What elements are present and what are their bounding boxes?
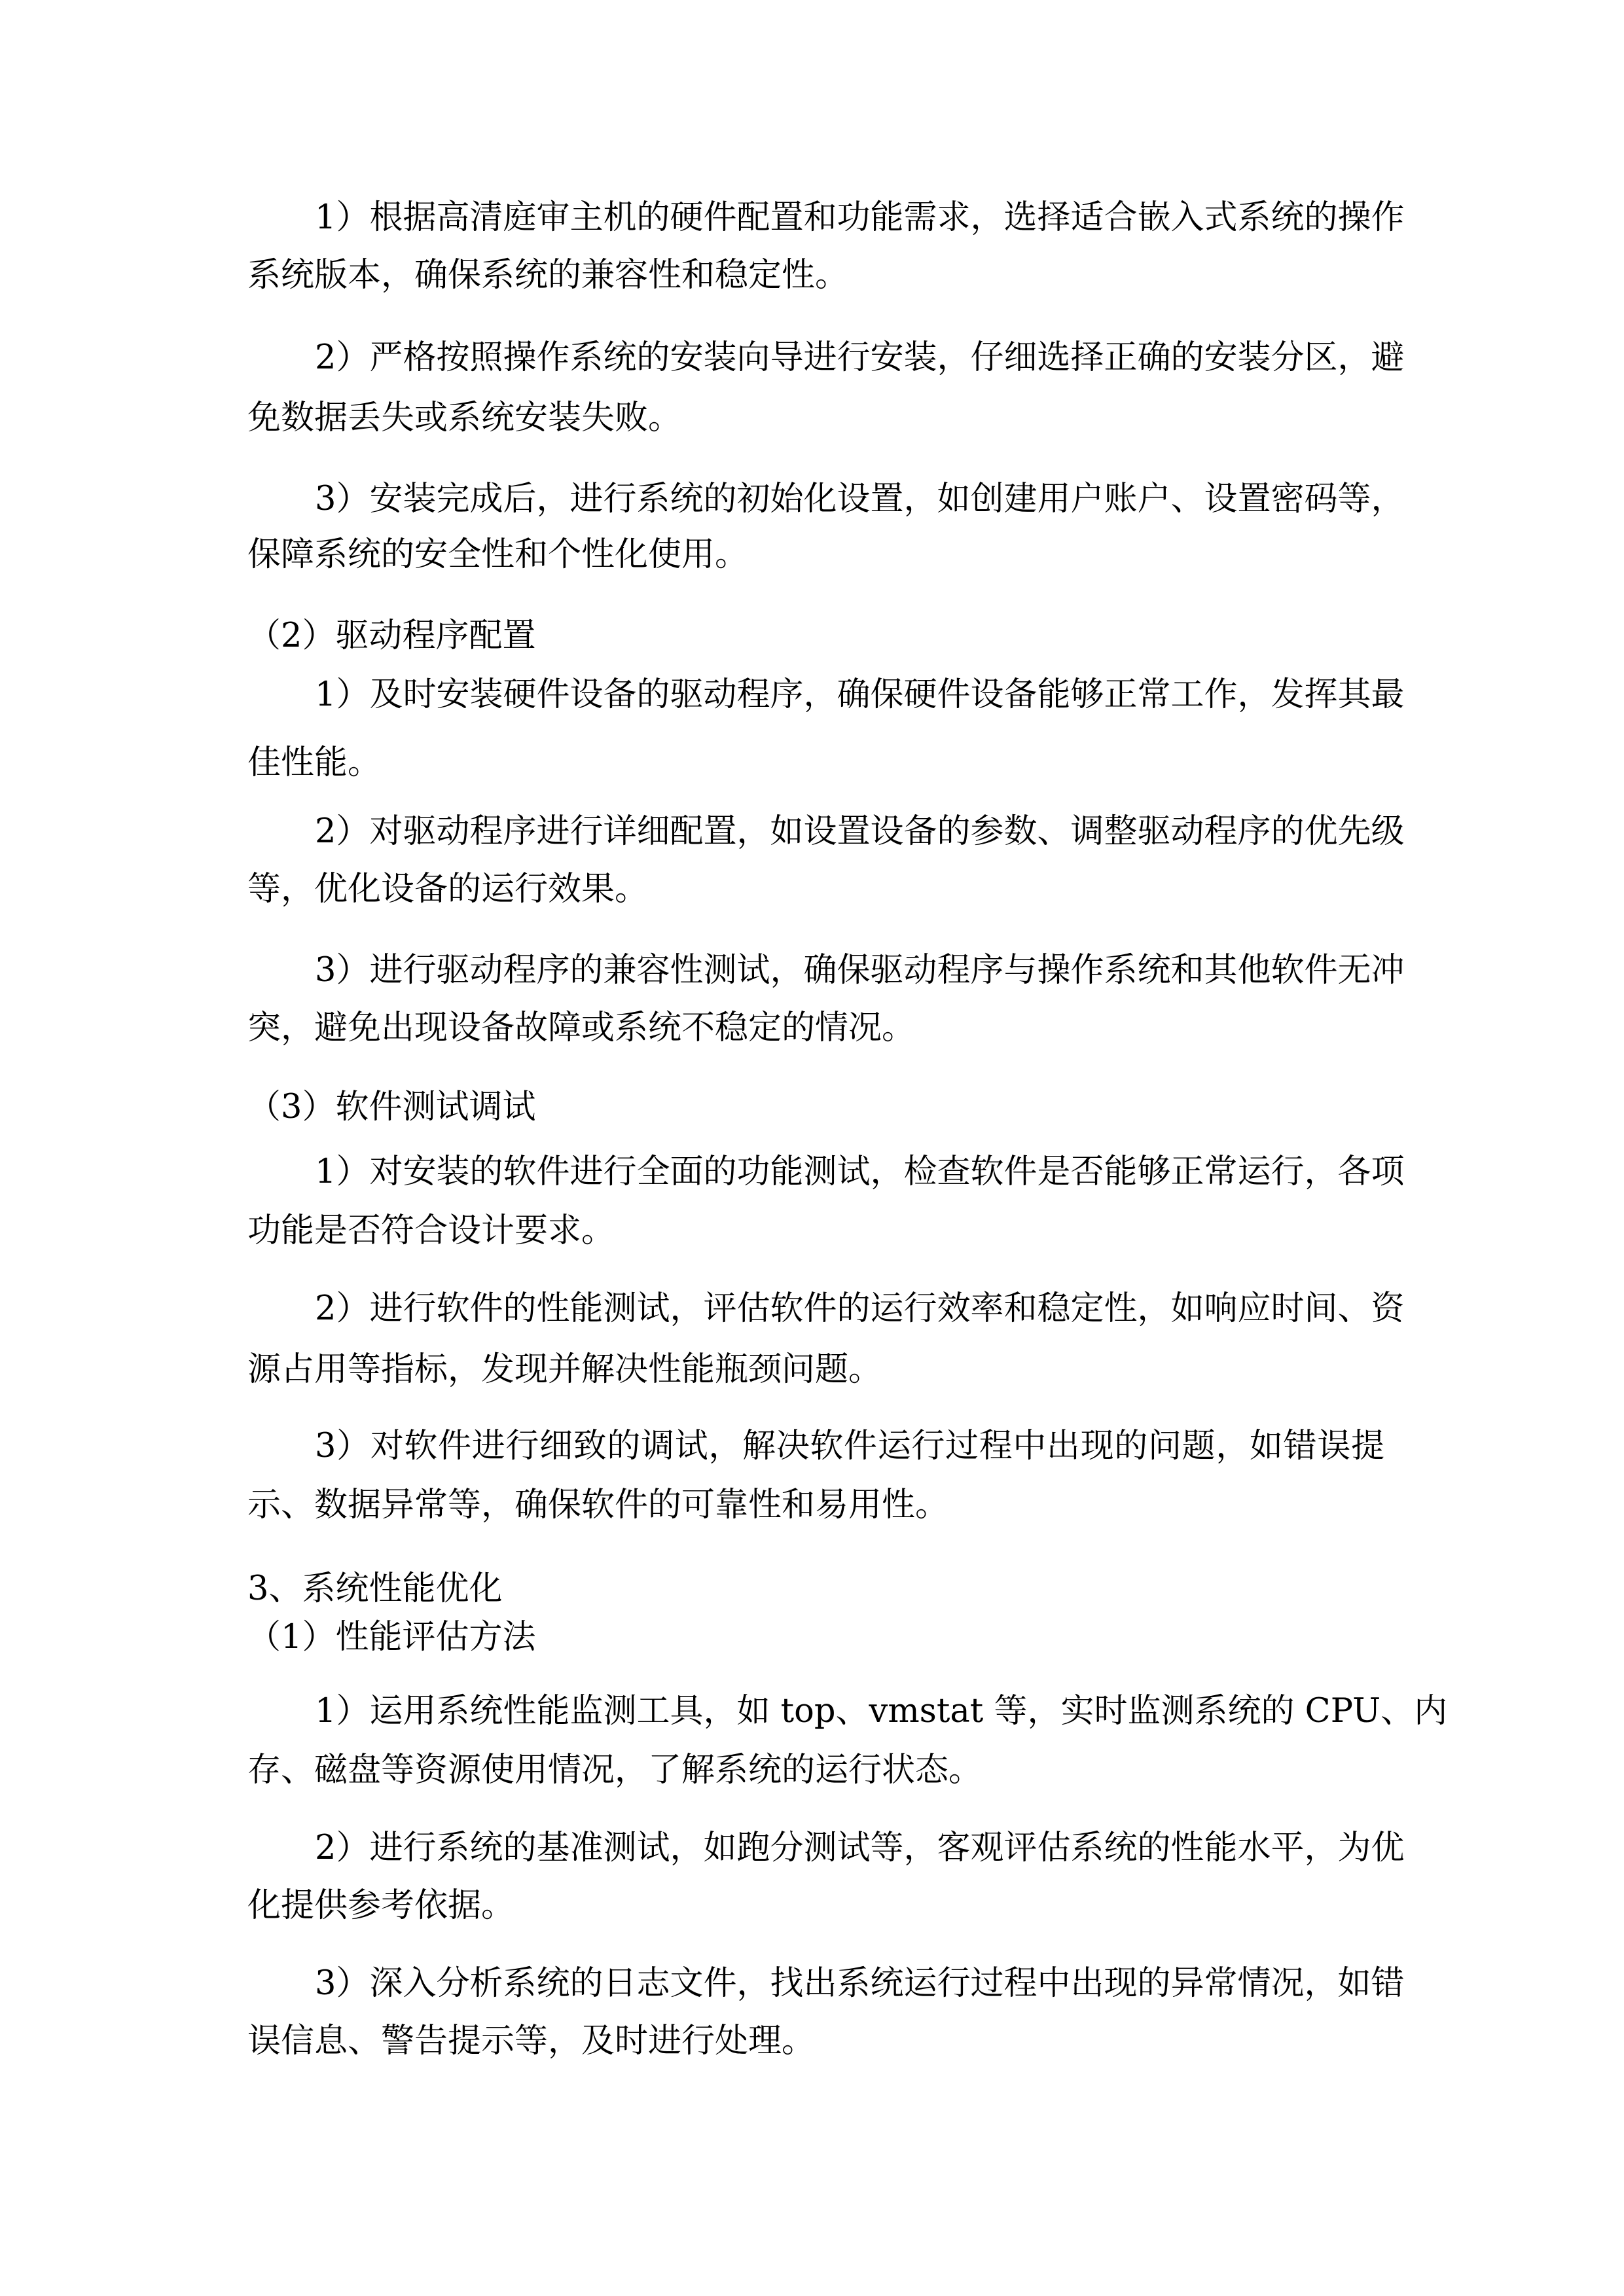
paragraph-line: 存、磁盘等资源使用情况，了解系统的运行状态。 [247,1751,983,1789]
paragraph-line: 保障系统的安全性和个性化使用。 [247,535,749,574]
paragraph-line: 1）运用系统性能监测工具，如 top、vmstat 等，实时监测系统的 CPU、内 [315,1692,1448,1731]
paragraph-line: 化提供参考依据。 [247,1886,515,1925]
section-heading: （1）性能评估方法 [247,1618,536,1657]
section-heading: 3、系统性能优化 [247,1570,503,1608]
section-heading: （2）驱动程序配置 [247,617,536,655]
section-heading: （3）软件测试调试 [247,1088,536,1126]
paragraph-line: 3）安装完成后，进行系统的初始化设置，如创建用户账户、设置密码等， [315,480,1405,518]
paragraph-line: 1）及时安装硬件设备的驱动程序，确保硬件设备能够正常工作，发挥其最 [315,675,1405,714]
paragraph-line: 功能是否符合设计要求。 [247,1211,615,1250]
paragraph-line: 等，优化设备的运行效果。 [247,870,649,908]
paragraph-line: 3）进行驱动程序的兼容性测试，确保驱动程序与操作系统和其他软件无冲 [315,951,1405,990]
paragraph-line: 2）对驱动程序进行详细配置，如设置设备的参数、调整驱动程序的优先级 [315,812,1405,851]
paragraph-line: 源占用等指标，发现并解决性能瓶颈问题。 [247,1350,882,1389]
paragraph-line: 误信息、警告提示等，及时进行处理。 [247,2022,816,2060]
paragraph-line: 3）对软件进行细致的调试，解决软件运行过程中出现的问题，如错误提 [315,1427,1384,1465]
paragraph-line: 佳性能。 [247,744,382,782]
paragraph-line: 2）严格按照操作系统的安装向导进行安装，仔细选择正确的安装分区，避 [315,338,1405,377]
paragraph-line: 突，避免出现设备故障或系统不稳定的情况。 [247,1009,916,1047]
paragraph-line: 1）根据高清庭审主机的硬件配置和功能需求，选择适合嵌入式系统的操作 [315,198,1405,237]
paragraph-line: 免数据丢失或系统安装失败。 [247,399,682,437]
paragraph-line: 系统版本，确保系统的兼容性和稳定性。 [247,256,849,295]
paragraph-line: 2）进行软件的性能测试，评估软件的运行效率和稳定性，如响应时间、资 [315,1289,1405,1328]
paragraph-line: 示、数据异常等，确保软件的可靠性和易用性。 [247,1486,949,1524]
paragraph-line: 3）深入分析系统的日志文件，找出系统运行过程中出现的异常情况，如错 [315,1964,1405,2003]
paragraph-line: 2）进行系统的基准测试，如跑分测试等，客观评估系统的性能水平，为优 [315,1829,1405,1867]
paragraph-line: 1）对安装的软件进行全面的功能测试，检查软件是否能够正常运行，各项 [315,1153,1405,1191]
